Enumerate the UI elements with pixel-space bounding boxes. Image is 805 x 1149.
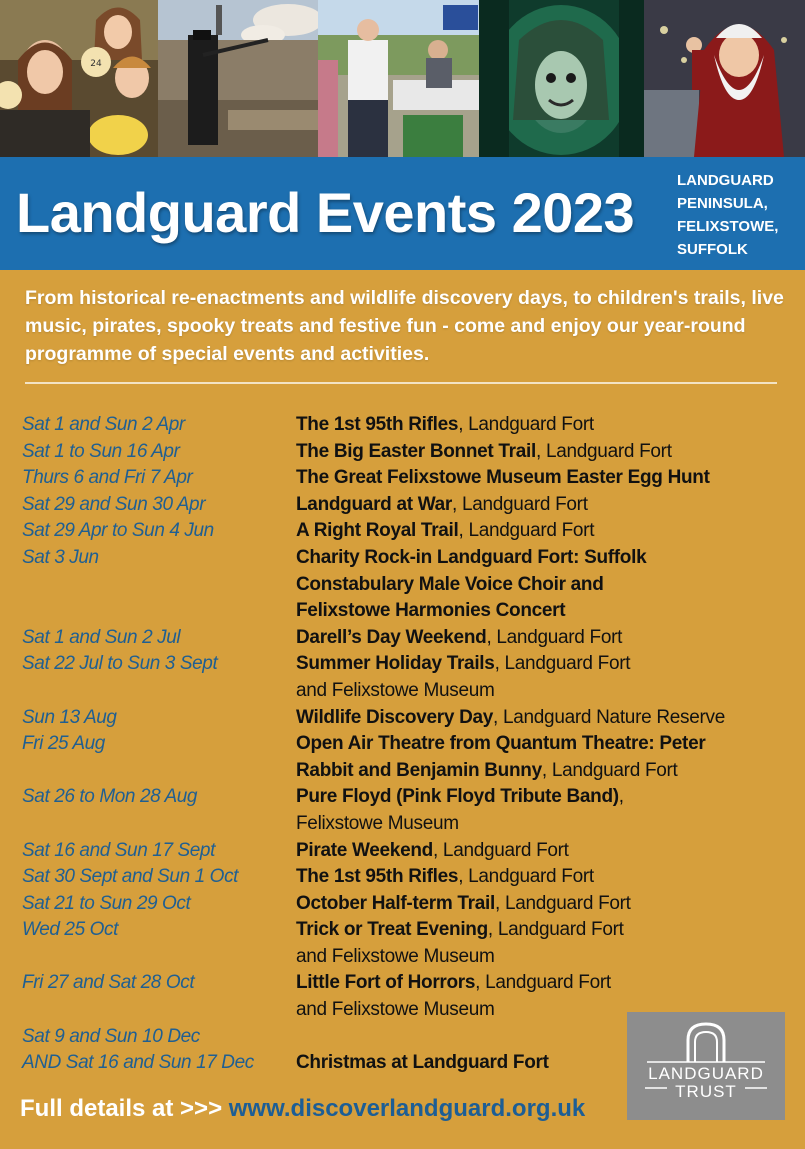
- event-row: [22, 625, 782, 652]
- event-row: [22, 545, 782, 625]
- event-date: Sat 30 Sept and Sun 1 Oct: [22, 866, 239, 888]
- location-line: FELIXSTOWE,: [677, 218, 779, 235]
- event-row: [22, 412, 782, 439]
- event-venue: and Felixstowe Museum: [296, 945, 495, 967]
- event-row: [22, 731, 782, 784]
- event-dates: [22, 518, 296, 545]
- event-info-line: [296, 944, 778, 971]
- photo-strip: [0, 0, 805, 157]
- event-row: [22, 891, 782, 918]
- event-info: [296, 518, 778, 545]
- event-dates: [22, 838, 296, 865]
- event-venue: , Landguard Fort: [458, 414, 594, 435]
- event-venue: , Landguard Fort: [541, 759, 678, 781]
- trust-logo-line1: LANDGUARD: [648, 1064, 764, 1083]
- event-info: [296, 545, 778, 625]
- photo-rifles-firing: [158, 0, 318, 157]
- event-row: [22, 917, 782, 970]
- events-list: [22, 412, 782, 1077]
- event-info-line: [296, 784, 778, 811]
- event-name: Trick or Treat Evening: [296, 919, 488, 941]
- event-date: Sat 29 Apr to Sun 4 Jun: [22, 520, 214, 542]
- event-info: [296, 625, 778, 652]
- event-info: [296, 705, 778, 732]
- event-name: Charity Rock-in Landguard Fort: Suffolk: [296, 546, 647, 568]
- event-info-line: [296, 598, 778, 625]
- event-info-line: [296, 412, 778, 439]
- event-info-line: [296, 731, 778, 758]
- location-line: SUFFOLK: [677, 241, 748, 258]
- event-date: Sat 1 and Sun 2 Apr: [22, 414, 185, 435]
- event-row: [22, 439, 782, 466]
- event-info: [296, 465, 778, 492]
- event-info-line: [296, 651, 778, 678]
- event-name: The 1st 95th Rifles: [296, 866, 459, 888]
- intro-text: From historical re-enactments and wildlife discovery days, to children's trails, live music, pirates, spooky treats and festive fun - come and enjoy our year-round programme of special events and activities.: [25, 287, 784, 365]
- photo-santa: [644, 0, 805, 157]
- photo-outdoor-activity: [318, 0, 479, 157]
- event-name: The Big Easter Bonnet Trail: [296, 440, 537, 462]
- event-info: [296, 651, 778, 704]
- event-date: Sun 13 Aug: [22, 706, 117, 728]
- event-dates: [22, 492, 296, 519]
- event-date: Fri 27 and Sat 28 Oct: [22, 972, 195, 994]
- event-date: Sat 21 to Sun 29 Oct: [22, 892, 191, 914]
- event-date: Thurs 6 and Fri 7 Apr: [22, 467, 193, 489]
- event-name: Little Fort of Horrors: [296, 972, 476, 994]
- event-dates: [22, 545, 296, 625]
- event-venue: , Landguard Fort: [494, 892, 631, 914]
- event-venue: , Landguard Fort: [475, 972, 611, 994]
- event-info-line: [296, 758, 778, 785]
- location-line: LANDGUARD: [677, 172, 774, 189]
- event-name: Open Air Theatre from Quantum Theatre: Peter: [296, 733, 706, 755]
- event-date: Sat 9 and Sun 10 Dec: [22, 1025, 200, 1047]
- divider: [25, 382, 777, 384]
- event-name: Pure Floyd (Pink Floyd Tribute Band): [296, 786, 619, 808]
- event-info-line: [296, 545, 778, 572]
- event-info-line: [296, 518, 778, 545]
- event-venue: , Landguard Fort: [458, 866, 594, 888]
- event-venue: , Landguard Fort: [432, 839, 569, 861]
- event-info-line: [296, 811, 778, 838]
- event-info-line: [296, 838, 778, 865]
- event-info-line: [296, 572, 778, 599]
- event-info: [296, 864, 778, 891]
- location-label: [677, 169, 803, 261]
- event-venue: , Landguard Fort: [487, 919, 624, 941]
- event-info: [296, 731, 778, 784]
- event-name: Rabbit and Benjamin Bunny: [296, 759, 542, 781]
- event-row: [22, 864, 782, 891]
- event-venue: Felixstowe Museum: [296, 812, 459, 834]
- event-dates: [22, 412, 296, 439]
- event-name: October Half-term Trail: [296, 892, 495, 914]
- event-name: Darell’s Day Weekend: [296, 626, 487, 648]
- footer-prefix: Full details at >>>: [20, 1095, 229, 1122]
- event-info-line: [296, 465, 778, 492]
- page-title: Landguard Events 2023: [16, 181, 635, 244]
- event-date: Sat 29 and Sun 30 Apr: [22, 493, 206, 515]
- event-info: [296, 439, 778, 466]
- photo-easter-children: [0, 0, 158, 157]
- event-info: [296, 492, 778, 519]
- event-info: [296, 917, 778, 970]
- event-venue: , Landguard Fort: [452, 493, 588, 515]
- event-dates: [22, 917, 296, 970]
- event-info: [296, 412, 778, 439]
- event-venue: , Landguard Fort: [536, 440, 672, 462]
- event-info-line: [296, 864, 778, 891]
- event-dates: [22, 784, 296, 837]
- event-name: Wildlife Discovery Day: [296, 706, 494, 728]
- event-row: [22, 838, 782, 865]
- event-date: Sat 22 Jul to Sun 3 Sept: [22, 653, 218, 675]
- event-info-line: [296, 891, 778, 918]
- footer-details: [20, 1095, 585, 1123]
- event-dates: [22, 864, 296, 891]
- event-name: Summer Holiday Trails: [296, 653, 495, 675]
- event-dates: [22, 1024, 296, 1077]
- event-date: Sat 26 to Mon 28 Aug: [22, 786, 198, 808]
- event-row: [22, 784, 782, 837]
- event-date: Fri 25 Aug: [22, 733, 105, 755]
- svg-text:24: 24: [90, 59, 102, 69]
- event-dates: [22, 731, 296, 784]
- event-info-line: [296, 625, 778, 652]
- location-line: PENINSULA,: [677, 195, 768, 212]
- landguard-trust-logo: [627, 1012, 785, 1120]
- website-link[interactable]: www.discoverlandguard.org.uk: [228, 1095, 586, 1122]
- event-dates: [22, 891, 296, 918]
- event-dates: [22, 651, 296, 704]
- event-name: The Great Felixstowe Museum Easter Egg Hunt: [296, 467, 710, 489]
- event-row: [22, 651, 782, 704]
- event-date: Wed 25 Oct: [22, 919, 118, 941]
- event-dates: [22, 970, 296, 1023]
- event-name: Pirate Weekend: [296, 839, 433, 861]
- event-dates: [22, 439, 296, 466]
- event-info: [296, 784, 778, 837]
- event-row: [22, 705, 782, 732]
- event-venue: , Landguard Fort: [494, 653, 631, 675]
- event-venue: , Landguard Fort: [486, 626, 623, 648]
- event-name: Christmas at Landguard Fort: [296, 1052, 549, 1074]
- event-name: Landguard at War: [296, 493, 453, 515]
- event-date: Sat 16 and Sun 17 Sept: [22, 839, 215, 861]
- event-venue: , Landguard Fort: [458, 520, 595, 542]
- event-dates: [22, 625, 296, 652]
- photo-spooky-figure: [479, 0, 644, 157]
- event-row: [22, 518, 782, 545]
- event-venue: ,: [618, 786, 624, 808]
- trust-logo-line2: TRUST: [675, 1082, 737, 1101]
- event-name: Felixstowe Harmonies Concert: [296, 600, 566, 622]
- event-date: Sat 3 Jun: [22, 546, 99, 568]
- event-date: Sat 1 and Sun 2 Jul: [22, 626, 181, 648]
- event-info-line: [296, 917, 778, 944]
- event-info: [296, 891, 778, 918]
- event-info-line: [296, 492, 778, 519]
- event-info: [296, 838, 778, 865]
- event-row: [22, 492, 782, 519]
- event-dates: [22, 705, 296, 732]
- event-date: AND Sat 16 and Sun 17 Dec: [22, 1052, 254, 1074]
- event-dates: [22, 465, 296, 492]
- event-row: [22, 465, 782, 492]
- event-name: The 1st 95th Rifles: [296, 414, 459, 435]
- event-info-line: [296, 439, 778, 466]
- event-venue: and Felixstowe Museum: [296, 999, 495, 1021]
- event-info-line: [296, 678, 778, 705]
- event-name: A Right Royal Trail: [296, 520, 459, 542]
- event-name: Constabulary Male Voice Choir and: [296, 573, 604, 595]
- event-venue: , Landguard Nature Reserve: [493, 706, 725, 728]
- event-date: Sat 1 to Sun 16 Apr: [22, 440, 180, 462]
- event-venue: and Felixstowe Museum: [296, 679, 495, 701]
- event-info-line: [296, 970, 778, 997]
- event-info-line: [296, 705, 778, 732]
